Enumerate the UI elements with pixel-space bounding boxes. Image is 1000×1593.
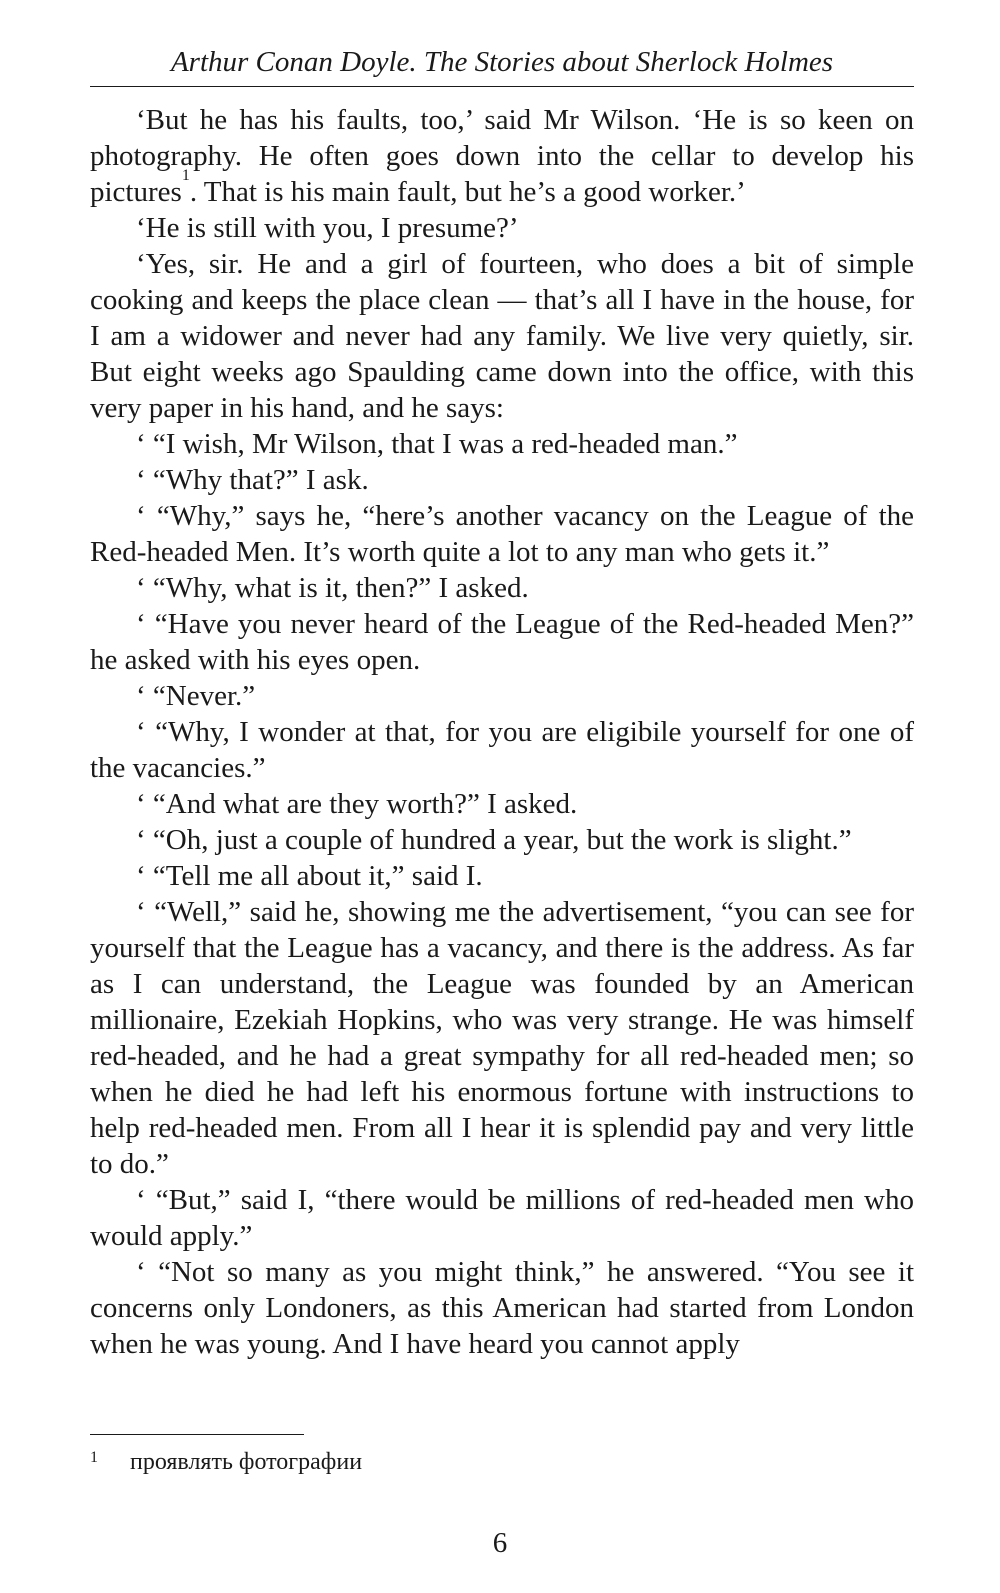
paragraph: ‘ “Why that?” I ask. — [136, 464, 369, 496]
paragraph: ‘ “And what are they worth?” I asked. — [136, 788, 578, 820]
paragraph: ‘ “Never.” — [136, 680, 256, 712]
paragraph: ‘ “Why,” says he, “here’s another vacancy on the League of the Red-headed Men. It’s worth quite a lot to any man who gets it.” — [90, 500, 914, 568]
paragraph: ‘ “Oh, just a couple of hundred a year, but the work is slight.” — [136, 824, 852, 856]
paragraph — [90, 102, 914, 210]
footnote-text: проявлять фотографии — [130, 1449, 363, 1475]
paragraph-text-continued: . That is his main fault, but he’s a good worker.’ — [189, 176, 746, 208]
footnote-marker: 1 — [90, 1449, 98, 1466]
paragraph: ‘ “But,” said I, “there would be millions of red-headed men who would apply.” — [90, 1184, 914, 1252]
paragraph: ‘ “Well,” said he, showing me the advertisement, “you can see for yourself that the League has a vacancy, and there is the address. As far as I can understand, the League was founded by an American millionaire, Ezekiah Hopkins, who was very strange. He was himself red-headed, and he had a great sympathy for all red-headed men; so when he died he had left his enormous fortune with instructions to help red-headed men. From all I hear it is splendid pay and very little to do.” — [90, 896, 914, 1180]
paragraph: ‘He is still with you, I presume?’ — [136, 212, 519, 244]
paragraph-text: ‘But he has his faults, too,’ said Mr Wilson. ‘He is so keen on photography. He often goes down into the cellar to develop his pictures — [90, 104, 914, 208]
paragraph: ‘ “Why, I wonder at that, for you are eligibile yourself for one of the vacancies.” — [90, 716, 914, 784]
paragraph: ‘ “Have you never heard of the League of the Red-headed Men?” he asked with his eyes open. — [90, 608, 914, 676]
paragraph: ‘ “Why, what is it, then?” I asked. — [136, 572, 529, 604]
header-rule — [90, 86, 914, 87]
paragraph: ‘ “Tell me all about it,” said I. — [136, 860, 483, 892]
page-number: 6 — [492, 1527, 508, 1559]
running-head: Arthur Conan Doyle. The Stories about Sherlock Holmes — [170, 46, 834, 78]
footnote-reference: 1 — [181, 167, 190, 184]
paragraph: ‘ “Not so many as you might think,” he answered. “You see it concerns only Londoners, as this American had started from London when he was young. And I have heard you cannot apply — [90, 1256, 914, 1360]
paragraph: ‘ “I wish, Mr Wilson, that I was a red-headed man.” — [136, 428, 738, 460]
body-text — [90, 102, 914, 1362]
paragraph: ‘Yes, sir. He and a girl of fourteen, who does a bit of simple cooking and keeps the place clean — that’s all I have in the house, for I am a widower and never had any family. We live very quietly, sir. But eight weeks ago Spaulding came down into the office, with this very paper in his hand, and he says: — [90, 248, 914, 424]
footnote-rule — [90, 1434, 304, 1435]
